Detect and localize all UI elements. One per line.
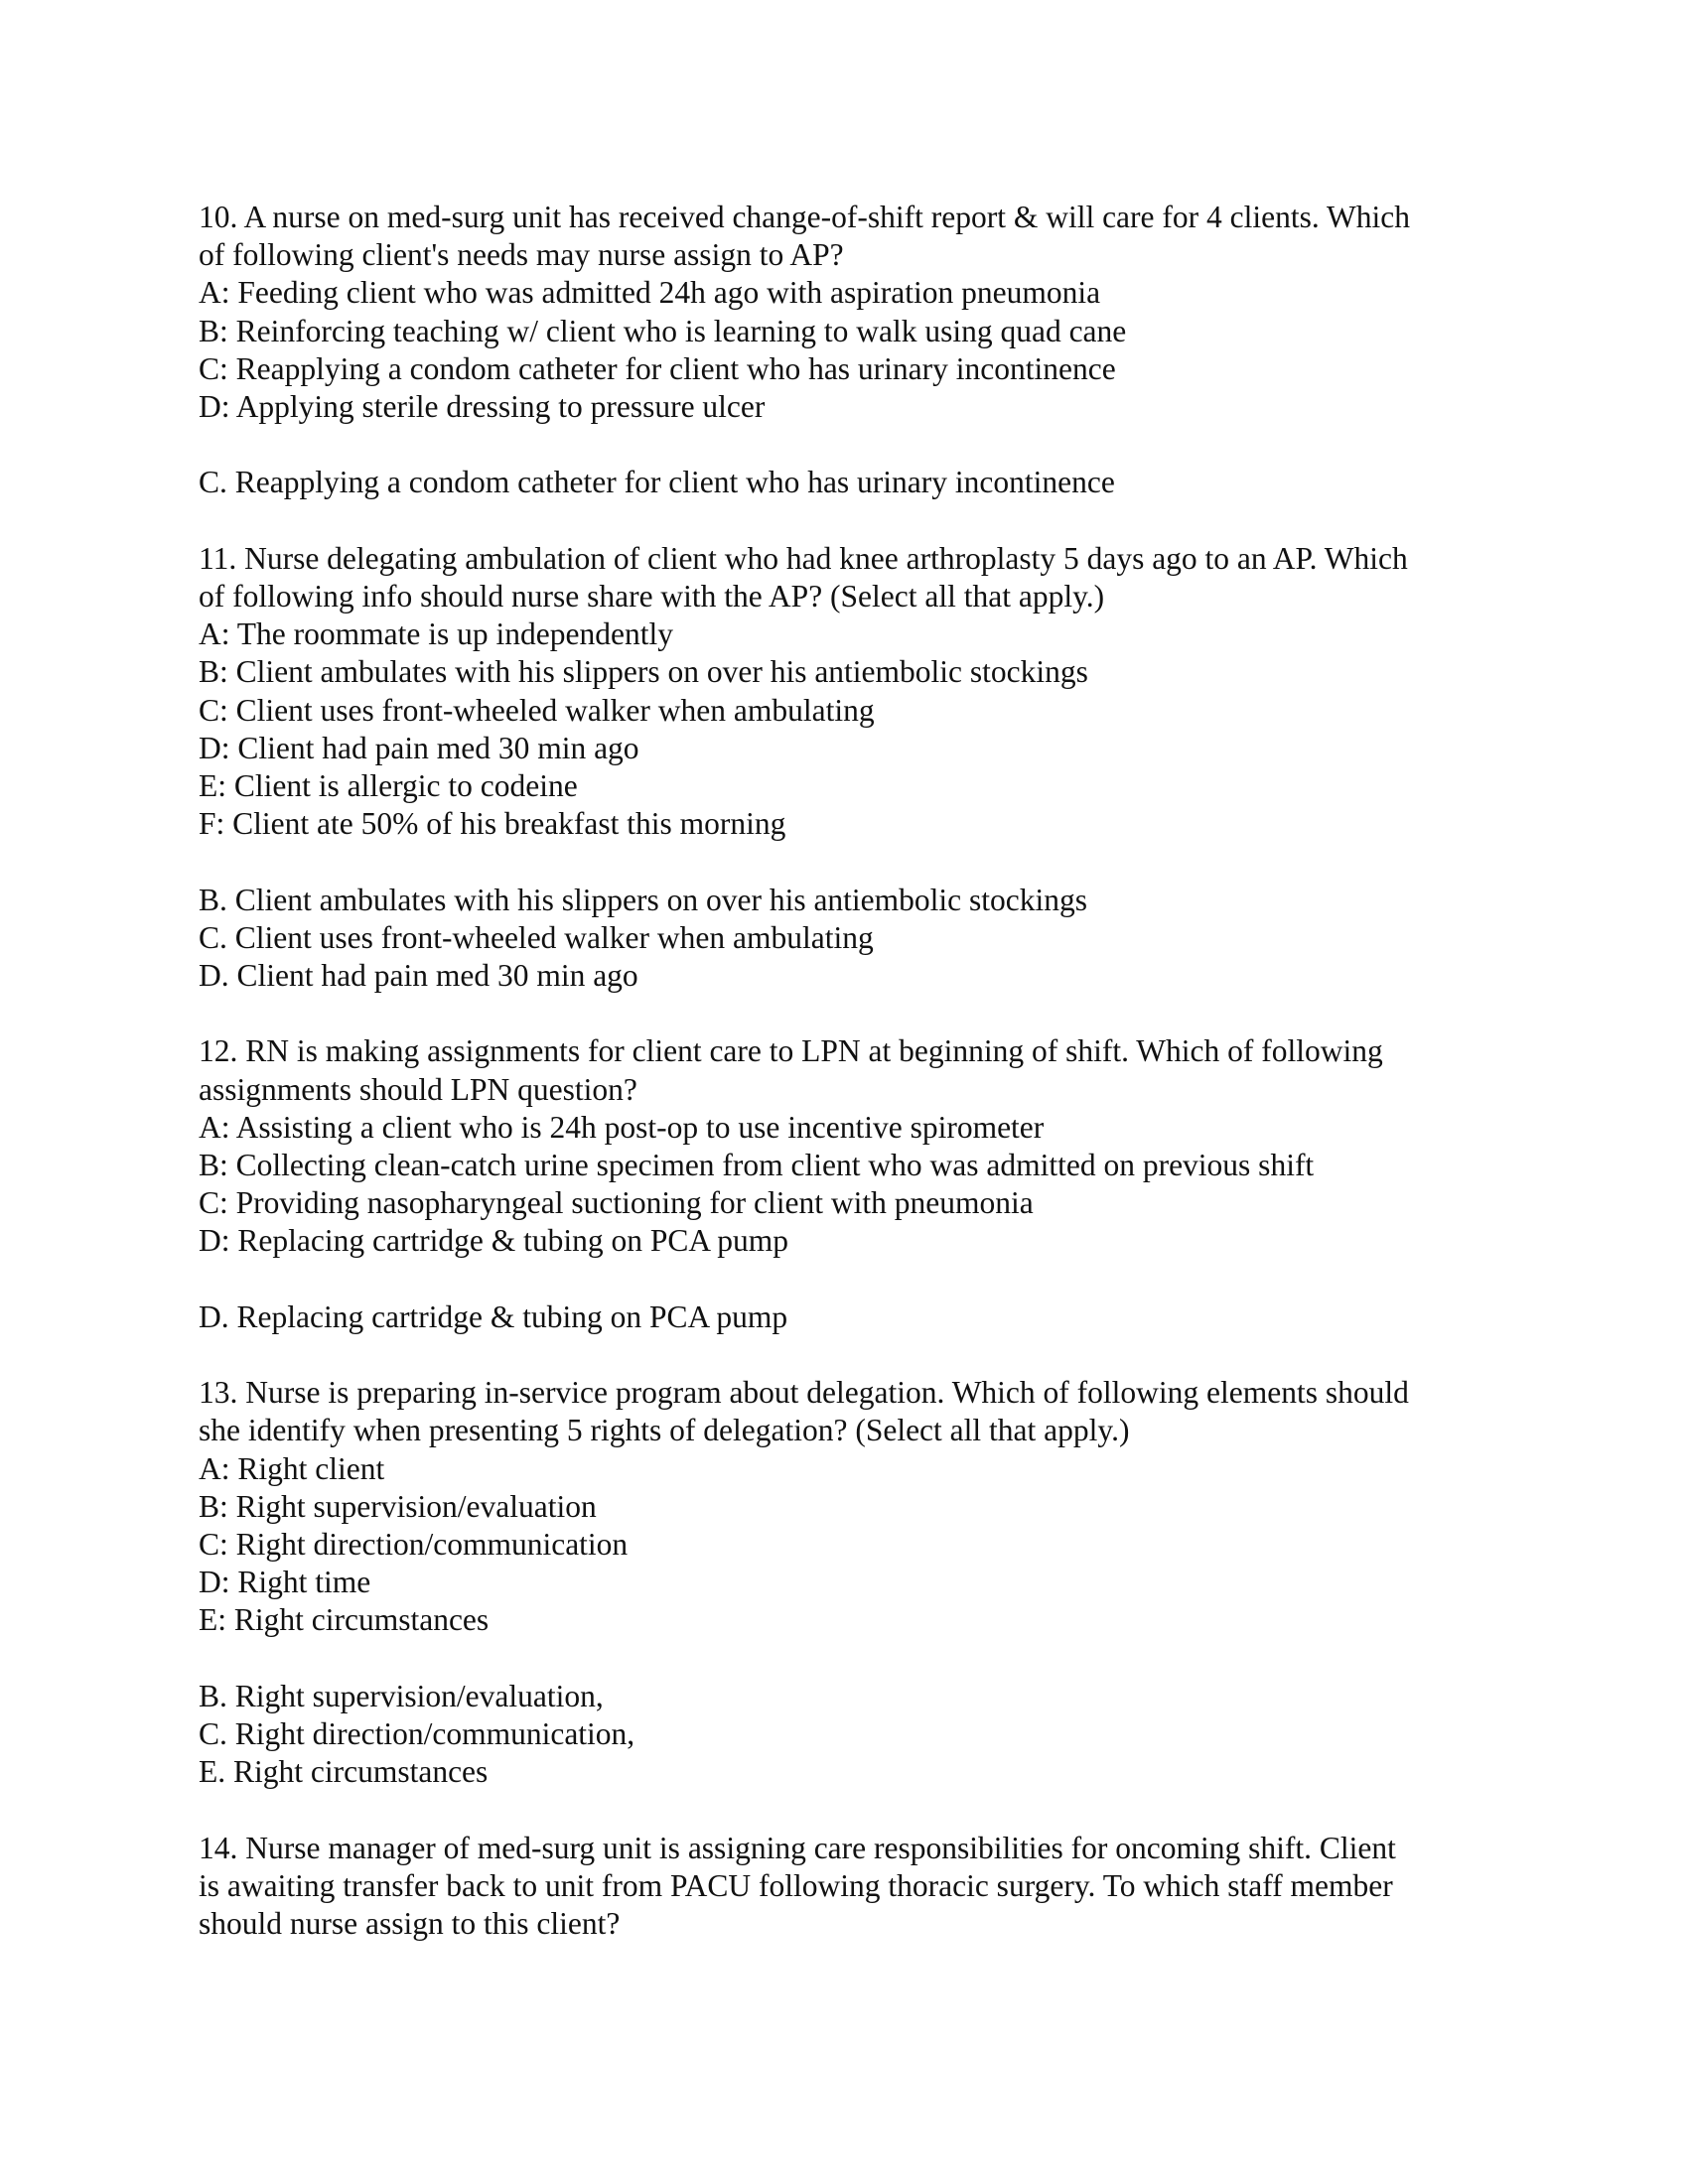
answer-key-13: [199, 1678, 1489, 1792]
answer-option: A: Right client: [199, 1450, 385, 1486]
question-13: [199, 1374, 1489, 1639]
answer-option: B: Collecting clean-catch urine specimen from client who was admitted on previous shift: [199, 1148, 1315, 1183]
answer-option: C: Reapplying a condom catheter for client who has urinary incontinence: [199, 350, 1116, 386]
spacer: [199, 1791, 1489, 1829]
answer-key-11: [199, 882, 1489, 996]
answer-option: D: Applying sterile dressing to pressure ulcer: [199, 389, 766, 425]
spacer: [199, 1261, 1489, 1298]
answer-option: E: Right circumstances: [199, 1602, 490, 1638]
answer-option: E: Client is allergic to codeine: [199, 768, 578, 804]
question-stem: 12. RN is making assignments for client care to LPN at beginning of shift. Which of following: [199, 1033, 1383, 1069]
question-10: [199, 199, 1489, 426]
answer-option: C: Client uses front-wheeled walker when ambulating: [199, 692, 875, 728]
question-11: [199, 540, 1489, 844]
question-stem: should nurse assign to this client?: [199, 1906, 621, 1942]
question-14: [199, 1830, 1489, 1944]
answer-option: B: Reinforcing teaching w/ client who is learning to walk using quad cane: [199, 313, 1127, 348]
correct-answer: D. Replacing cartridge & tubing on PCA pump: [199, 1298, 788, 1334]
document-page: [199, 199, 1489, 1943]
correct-answer: C. Client uses front-wheeled walker when ambulating: [199, 919, 874, 955]
spacer: [199, 995, 1489, 1032]
answer-option: D: Client had pain med 30 min ago: [199, 730, 639, 765]
question-stem: of following client's needs may nurse assign to AP?: [199, 237, 844, 273]
question-stem: 13. Nurse is preparing in-service program about delegation. Which of following elements should: [199, 1375, 1409, 1411]
spacer: [199, 502, 1489, 540]
question-stem: of following info should nurse share with the AP? (Select all that apply.): [199, 579, 1105, 614]
correct-answer: D. Client had pain med 30 min ago: [199, 958, 638, 994]
spacer: [199, 843, 1489, 881]
question-12: [199, 1032, 1489, 1260]
question-stem: 14. Nurse manager of med-surg unit is assigning care responsibilities for oncoming shift. Client: [199, 1830, 1396, 1865]
question-stem: she identify when presenting 5 rights of delegation? (Select all that apply.): [199, 1413, 1130, 1448]
spacer: [199, 1640, 1489, 1678]
answer-option: B: Right supervision/evaluation: [199, 1488, 597, 1524]
correct-answer: E. Right circumstances: [199, 1754, 489, 1790]
correct-answer: B. Right supervision/evaluation,: [199, 1678, 604, 1713]
correct-answer: C. Right direction/communication,: [199, 1716, 635, 1752]
answer-option: C: Right direction/communication: [199, 1527, 629, 1563]
answer-option: A: Feeding client who was admitted 24h ago with aspiration pneumonia: [199, 275, 1101, 311]
answer-option: D: Right time: [199, 1565, 371, 1600]
question-stem: assignments should LPN question?: [199, 1071, 637, 1107]
answer-option: B: Client ambulates with his slippers on over his antiembolic stockings: [199, 654, 1088, 690]
question-stem: is awaiting transfer back to unit from PACU following thoracic surgery. To which staff member: [199, 1867, 1393, 1903]
answer-option: D: Replacing cartridge & tubing on PCA pump: [199, 1223, 789, 1259]
answer-option: A: The roommate is up independently: [199, 616, 673, 652]
answer-option: F: Client ate 50% of his breakfast this morning: [199, 806, 786, 842]
correct-answer: C. Reapplying a condom catheter for client who has urinary incontinence: [199, 465, 1115, 500]
question-stem: 11. Nurse delegating ambulation of client who had knee arthroplasty 5 days ago to an AP. Which: [199, 540, 1408, 576]
answer-key-10: [199, 464, 1489, 501]
answer-option: A: Assisting a client who is 24h post-op to use incentive spirometer: [199, 1109, 1045, 1145]
spacer: [199, 426, 1489, 464]
spacer: [199, 1336, 1489, 1374]
answer-key-12: [199, 1298, 1489, 1336]
question-stem: 10. A nurse on med-surg unit has received change-of-shift report & will care for 4 clients. Which: [199, 200, 1410, 234]
answer-option: C: Providing nasopharyngeal suctioning for client with pneumonia: [199, 1185, 1034, 1221]
correct-answer: B. Client ambulates with his slippers on over his antiembolic stockings: [199, 882, 1088, 917]
